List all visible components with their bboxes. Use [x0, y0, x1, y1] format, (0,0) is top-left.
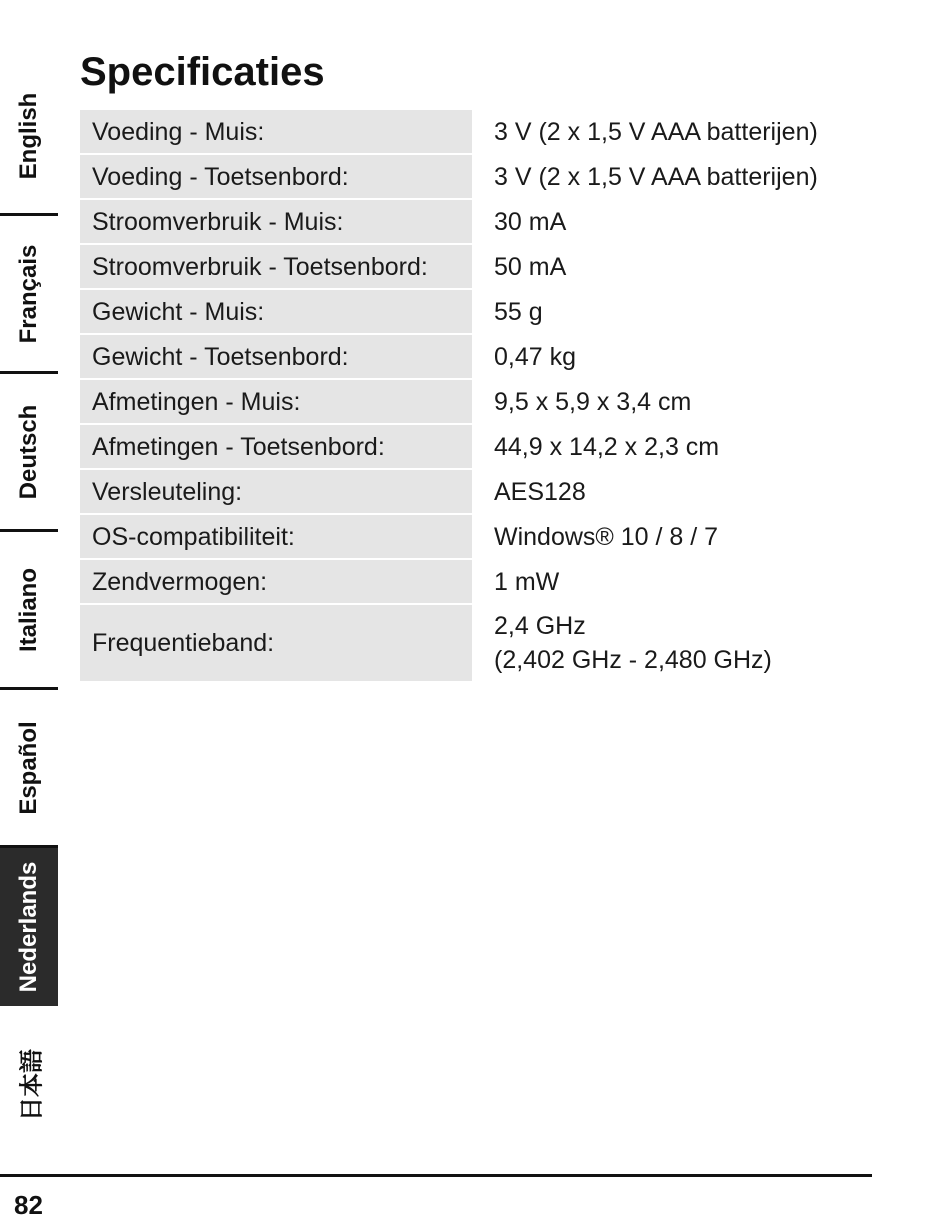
- table-row: [80, 605, 874, 681]
- spec-value: 3 V (2 x 1,5 V AAA batterijen): [494, 117, 818, 146]
- spec-value: [472, 605, 874, 681]
- language-tab-label: English: [15, 92, 42, 179]
- spec-label: Voeding - Toetsenbord:: [80, 155, 472, 198]
- spec-label: Gewicht - Toetsenbord:: [80, 335, 472, 378]
- language-tab-label: Nederlands: [15, 861, 42, 993]
- table-row: [80, 110, 874, 153]
- language-tab-label: Français: [15, 244, 42, 343]
- spec-label: Afmetingen - Toetsenbord:: [80, 425, 472, 468]
- language-tabs: [0, 58, 58, 1164]
- spec-value: 3 V (2 x 1,5 V AAA batterijen): [494, 162, 818, 191]
- spec-label: Zendvermogen:: [80, 560, 472, 603]
- language-tab-espanol[interactable]: [0, 690, 58, 848]
- spec-value: 0,47 kg: [494, 342, 577, 371]
- spec-label: Versleuteling:: [80, 470, 472, 513]
- table-row: [80, 560, 874, 603]
- spec-value: 9,5 x 5,9 x 3,4 cm: [494, 387, 692, 416]
- spec-label: Frequentieband:: [80, 605, 472, 681]
- language-tab-label: Italiano: [15, 567, 42, 652]
- spec-value-line: 2,4 GHz: [494, 612, 586, 640]
- table-row: [80, 335, 874, 378]
- table-row: [80, 515, 874, 558]
- language-tab-label: Deutsch: [15, 404, 42, 499]
- spec-value: AES128: [494, 477, 586, 506]
- table-row: [80, 425, 874, 468]
- spec-value: 55 g: [494, 297, 543, 326]
- spec-value-line: (2,402 GHz - 2,480 GHz): [494, 646, 772, 674]
- language-tab-label: 日本語: [18, 1049, 46, 1121]
- spec-table: [80, 108, 874, 683]
- language-tab-italiano[interactable]: [0, 532, 58, 690]
- spec-value: 1 mW: [494, 567, 560, 596]
- language-tab-francais[interactable]: [0, 216, 58, 374]
- spec-value: 50 mA: [494, 252, 567, 281]
- language-tab-deutsch[interactable]: [0, 374, 58, 532]
- spec-label: Stroomverbruik - Muis:: [80, 200, 472, 243]
- page-title: Specificaties: [80, 50, 325, 94]
- language-tab-label: Español: [15, 720, 42, 815]
- spec-label: Voeding - Muis:: [80, 110, 472, 153]
- spec-label: Gewicht - Muis:: [80, 290, 472, 333]
- language-tab-japanese[interactable]: [0, 1006, 58, 1164]
- table-row: [80, 470, 874, 513]
- spec-value: 44,9 x 14,2 x 2,3 cm: [494, 432, 720, 461]
- table-row: [80, 290, 874, 333]
- table-row: [80, 245, 874, 288]
- footer-divider: [0, 1174, 872, 1177]
- spec-value: Windows® 10 / 8 / 7: [494, 522, 719, 551]
- language-tab-nederlands[interactable]: [0, 848, 58, 1006]
- spec-value: 30 mA: [494, 207, 567, 236]
- language-tab-english[interactable]: [0, 58, 58, 216]
- page-number: 82: [14, 1190, 43, 1220]
- spec-label: OS-compatibiliteit:: [80, 515, 472, 558]
- table-row: [80, 155, 874, 198]
- table-row: [80, 380, 874, 423]
- spec-label: Stroomverbruik - Toetsenbord:: [80, 245, 472, 288]
- table-row: [80, 200, 874, 243]
- spec-label: Afmetingen - Muis:: [80, 380, 472, 423]
